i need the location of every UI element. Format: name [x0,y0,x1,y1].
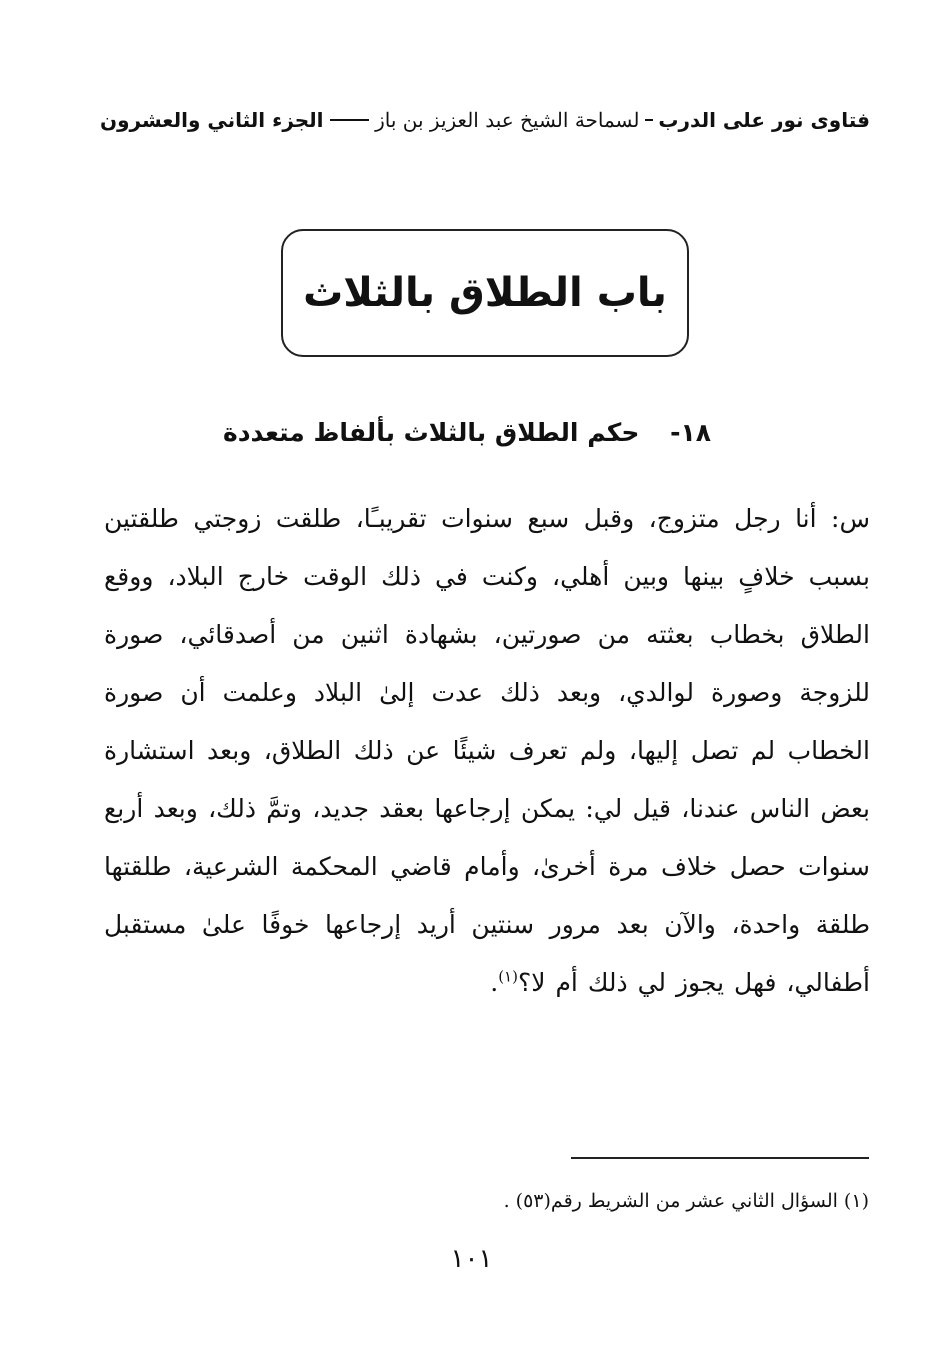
footnote-reference: (١) [498,967,518,986]
running-header [100,108,870,132]
author-name: لسماحة الشيخ عبد العزيز بن باز [375,108,640,132]
header-separator [645,119,654,121]
volume-label: الجزء الثاني والعشرون [100,108,324,132]
question-paragraph [104,490,870,1012]
section-number: ١٨- [670,418,711,447]
section-title: حكم الطلاق بالثلاث بألفاظ متعددة [222,418,640,447]
question-text: س: أنا رجل متزوج، وقبل سبع سنوات تقريبـًا، طلقت زوجتي طلقتين بسبب خلافٍ بينها وبين أهلي، وكنت في ذلك الوقت خارج البلاد، ووقع الطلاق بخطاب بعثته من صورتين، بشهادة اثنين من أصدقائي، صورة للزوجة وصورة لوالدي، وبعد ذلك عدت إلىٰ البلاد وعلمت أن صورة الخطاب لم تصل إليها، ولم تعرف شيئًا عن ذلك الطلاق، وبعد استشارة بعض الناس عندنا، قيل لي: يمكن إرجاعها بعقد جديد، وتمَّ ذلك، وبعد أربع سنوات حصل خلاف مرة أخرىٰ، وأمام قاضي المحكمة الشرعية، طلقتها طلقة واحدة، والآن بعد مرور سنتين أريد إرجاعها خوفًا علىٰ مستقبل أطفالي، فهل يجوز لي ذلك أم لا؟ [104,504,870,997]
page-number: ١٠١ [450,1244,493,1274]
question-end-mark: . [490,968,499,997]
header-separator-long [330,119,370,121]
section-heading [223,418,711,447]
footnote: (١) السؤال الثاني عشر من الشريط رقم(٥٣) . [503,1190,869,1212]
chapter-title: باب الطلاق بالثلاث [303,270,667,316]
footnote-divider [571,1157,869,1159]
book-title: فتاوى نور على الدرب [658,108,870,132]
chapter-title-frame [281,229,689,357]
